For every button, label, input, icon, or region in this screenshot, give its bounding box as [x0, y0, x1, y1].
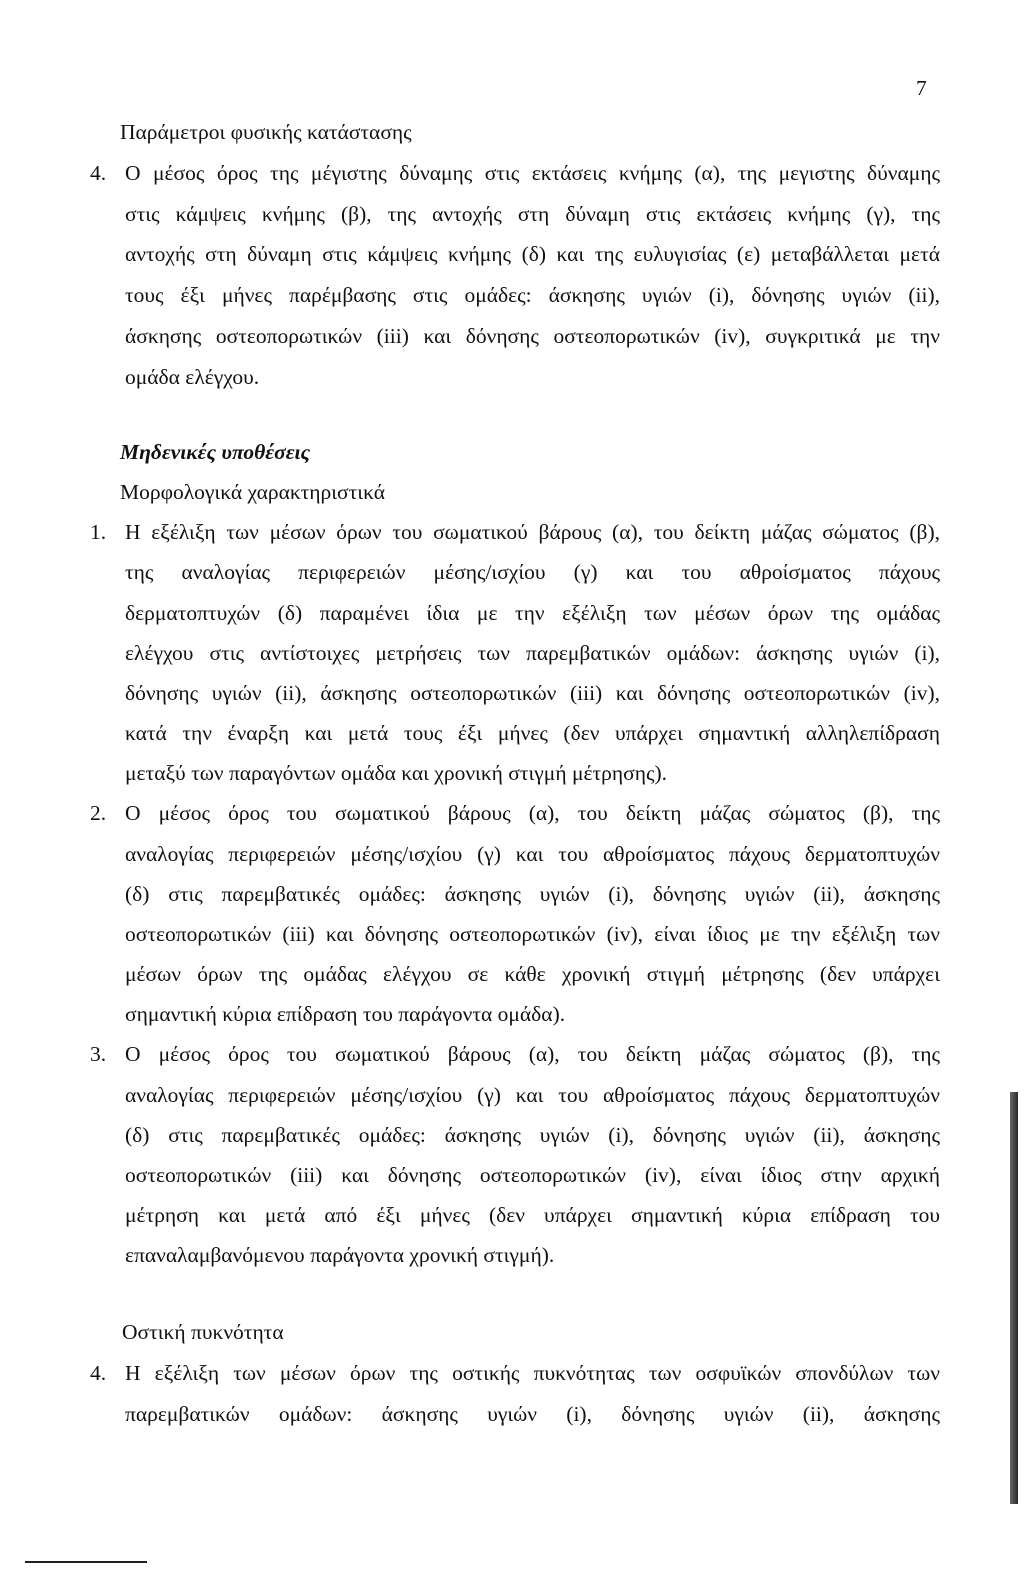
- hypothesis-item: [90, 153, 940, 398]
- paragraph-line: Ο μέσος όρος του σωματικού βάρους (α), του δείκτη μάζας σώματος (β), της: [125, 801, 940, 826]
- null-hypotheses-section: [90, 432, 940, 1275]
- hypothesis-item: [90, 1034, 940, 1275]
- paragraph-line: Η εξέλιξη των μέσων όρων της οστικής πυκνότητας των οσφυϊκών σπονδύλων των: [125, 1361, 940, 1385]
- paragraph-line: Η εξέλιξη των μέσων όρων του σωματικού βάρους (α), του δείκτη μάζας σώματος (β),: [125, 520, 940, 545]
- list-number: 3.: [90, 1042, 107, 1067]
- paragraph-line: ελέγχου στις αντίστοιχες μετρήσεις των παρεμβατικών ομάδων: άσκησης υγιών (i),: [125, 640, 940, 665]
- list-number: 4.: [90, 160, 107, 185]
- paragraph-line: μέτρηση και μετά από έξι μήνες (δεν υπάρχει σημαντική κύρια επίδραση του: [125, 1202, 940, 1227]
- bone-density-section: [90, 1312, 940, 1435]
- paragraph-line: αναλογίας περιφερειών μέσης/ισχίου (γ) και του αθροίσματος πάχους δερματοπτυχών: [125, 1082, 940, 1107]
- paragraph-line: της αναλογίας περιφερειών μέσης/ισχίου (γ) και του αθροίσματος πάχους: [125, 560, 940, 585]
- section-title: Μηδενικές υποθέσεις: [120, 440, 311, 464]
- subsection-heading: Οστική πυκνότητα: [122, 1320, 284, 1344]
- paragraph-line: τους έξι μήνες παρέμβασης στις ομάδες: άσκησης υγιών (i), δόνησης υγιών (ii),: [125, 283, 940, 308]
- paragraph-line: άσκησης οστεοπορωτικών (iii) και δόνησης οστεοπορωτικών (iv), συγκριτικά με την: [125, 323, 940, 348]
- paragraph-line: Ο μέσος όρος της μέγιστης δύναμης στις εκτάσεις κνήμης (α), της μεγιστης δύναμης: [125, 160, 940, 185]
- paragraph-line: μέσων όρων της ομάδας ελέγχου σε κάθε χρονική στιγμή μέτρησης (δεν υπάρχει: [125, 962, 940, 987]
- paragraph-line: επαναλαμβανόμενου παράγοντα χρονική στιγμή).: [125, 1243, 555, 1268]
- list-number: 1.: [90, 520, 107, 545]
- hypothesis-item: [90, 1353, 940, 1435]
- scan-edge-shadow: [1010, 1092, 1018, 1504]
- paragraph-line: δόνησης υγιών (ii), άσκησης οστεοπορωτικών (iii) και δόνησης οστεοπορωτικών (iv),: [125, 680, 940, 705]
- paragraph-line: σημαντική κύρια επίδραση του παράγοντα ομάδα).: [125, 1002, 566, 1027]
- scan-edge-line: [25, 1561, 147, 1563]
- paragraph-line: στις κάμψεις κνήμης (β), της αντοχής στη δύναμη στις εκτάσεις κνήμης (γ), της: [125, 201, 940, 226]
- paragraph-line: (δ) στις παρεμβατικές ομάδες: άσκησης υγιών (i), δόνησης υγιών (ii), άσκησης: [125, 881, 940, 906]
- list-number: 4.: [90, 1361, 107, 1385]
- fitness-section: [90, 112, 940, 398]
- paragraph-line: αναλογίας περιφερειών μέσης/ισχίου (γ) και του αθροίσματος πάχους δερματοπτυχών: [125, 841, 940, 866]
- paragraph-line: δερματοπτυχών (δ) παραμένει ίδια με την εξέλιξη των μέσων όρων της ομάδας: [125, 600, 940, 625]
- paragraph-line: οστεοπορωτικών (iii) και δόνησης οστεοπορωτικών (iv), είναι ίδιος με την εξέλιξη των: [125, 921, 940, 946]
- paragraph-line: παρεμβατικών ομάδων: άσκησης υγιών (i), δόνησης υγιών (ii), άσκησης: [125, 1402, 940, 1426]
- paragraph-line: κατά την έναρξη και μετά τους έξι μήνες (δεν υπάρχει σημαντική αλληλεπίδραση: [125, 721, 940, 746]
- paragraph-line: ομάδα ελέγχου.: [125, 364, 260, 389]
- paragraph-line: (δ) στις παρεμβατικές ομάδες: άσκησης υγιών (i), δόνησης υγιών (ii), άσκησης: [125, 1122, 940, 1147]
- hypothesis-item: [90, 512, 940, 793]
- list-number: 2.: [90, 801, 107, 826]
- paragraph-line: αντοχής στη δύναμη στις κάμψεις κνήμης (δ) και της ευλυγισίας (ε) μεταβάλλεται μετά: [125, 242, 940, 267]
- paragraph-line: Ο μέσος όρος του σωματικού βάρους (α), του δείκτη μάζας σώματος (β), της: [125, 1042, 940, 1067]
- section-heading: Παράμετροι φυσικής κατάστασης: [120, 120, 412, 144]
- page-number: 7: [916, 76, 927, 100]
- paragraph-line: οστεοπορωτικών (iii) και δόνησης οστεοπορωτικών (iv), είναι ίδιος στην αρχική: [125, 1162, 940, 1187]
- subsection-heading: Μορφολογικά χαρακτηριστικά: [120, 480, 385, 505]
- paragraph-line: μεταξύ των παραγόντων ομάδα και χρονική στιγμή μέτρησης).: [125, 761, 667, 786]
- hypothesis-item: [90, 793, 940, 1034]
